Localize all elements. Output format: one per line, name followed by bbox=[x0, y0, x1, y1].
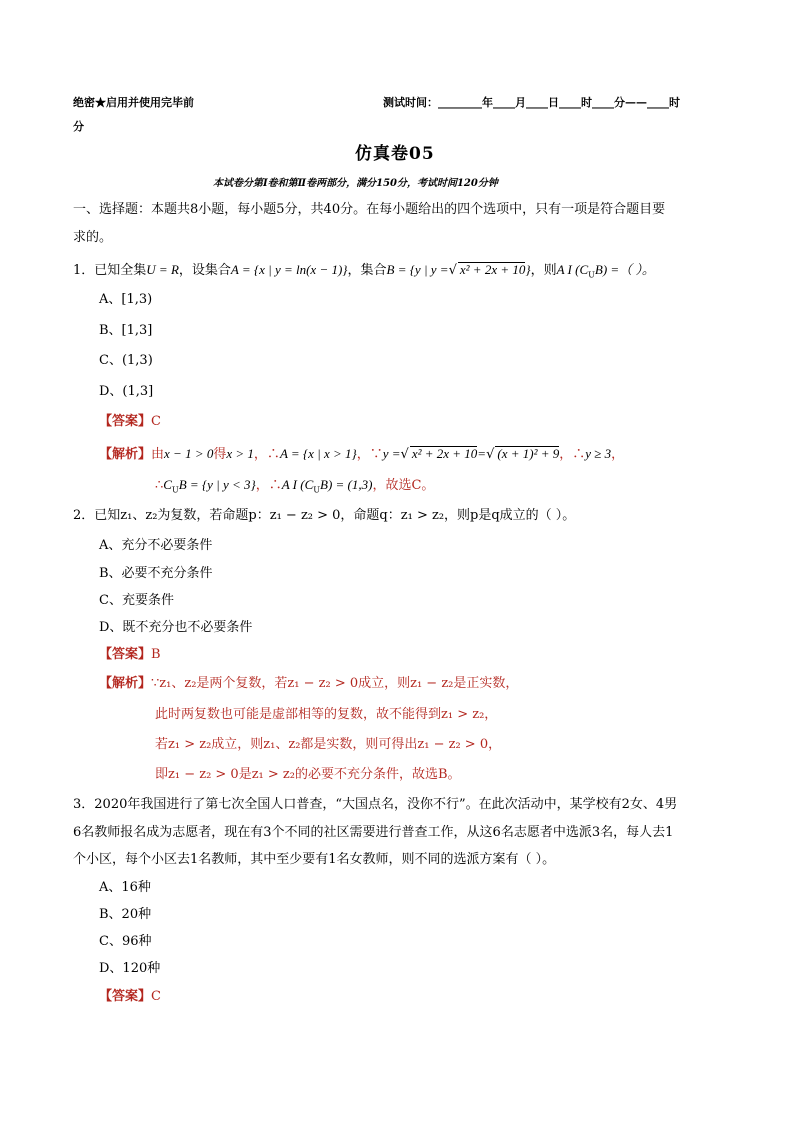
sqrt-icon: √ bbox=[486, 447, 495, 462]
analysis-line-3: 若z₁ > z₂成立，则z₁、z₂都是实数，则可得出z₁ − z₂ > 0， bbox=[155, 737, 502, 752]
answer-row bbox=[99, 990, 161, 1003]
question-3 bbox=[73, 798, 677, 811]
math-eq: U = R bbox=[146, 262, 179, 277]
math: y ≥ 3 bbox=[585, 446, 612, 461]
question-number: 3． bbox=[73, 797, 95, 812]
section-heading: 一、选择题：本题共8小题，每小题5分，共40分。在每小题给出的四个选项中，只有一项是符合题目要 bbox=[73, 202, 666, 217]
analysis-label: 【解析】 bbox=[99, 447, 152, 462]
math-expr: A I (C bbox=[556, 262, 589, 277]
answer-row bbox=[99, 415, 161, 428]
confidential-label-cont: 分 bbox=[73, 120, 84, 133]
analysis-text: 由 bbox=[151, 447, 165, 462]
analysis-line-2 bbox=[155, 477, 435, 495]
question-text: ，集合 bbox=[347, 263, 387, 278]
math-expr-end: B) =（ ）。 bbox=[594, 262, 655, 277]
option-c: C、(1,3) bbox=[99, 353, 153, 368]
analysis-line-1 bbox=[99, 677, 518, 690]
math: C bbox=[163, 477, 172, 492]
radicand bbox=[410, 446, 477, 461]
answer-value: C bbox=[151, 989, 161, 1004]
option-c: C、96种 bbox=[99, 934, 152, 949]
radicand-text: x² + 2x + 10 bbox=[411, 446, 478, 461]
question-3-line-2: 6名教师报名成为志愿者，现在有3个不同的社区需要进行普查工作，从这6名志愿者中选派3名，每人去1 bbox=[73, 825, 674, 840]
math: A = {x | x > 1} bbox=[279, 446, 357, 461]
exam-subtitle: 本试卷分第Ⅰ卷和第Ⅱ卷两部分，满分150分，考试时间120分钟 bbox=[213, 178, 498, 189]
analysis-text: ，故选C。 bbox=[372, 478, 435, 493]
question-1 bbox=[73, 262, 655, 280]
sqrt-icon: √ bbox=[448, 263, 457, 278]
analysis-line-4: 即z₁ − z₂ > 0是z₁ > z₂的必要不充分条件，故选B。 bbox=[155, 767, 461, 782]
analysis-line-1 bbox=[99, 446, 624, 461]
option-b: B、20种 bbox=[99, 907, 152, 922]
option-c: C、充要条件 bbox=[99, 593, 174, 608]
analysis-label: 【解析】 bbox=[99, 676, 152, 691]
math: x > 1 bbox=[226, 446, 254, 461]
analysis-text: ，∵ bbox=[356, 447, 383, 462]
analysis-text: ， bbox=[611, 447, 625, 462]
answer-label: 【答案】 bbox=[99, 989, 152, 1004]
radicand-text: (x + 1)² + 9 bbox=[497, 446, 560, 461]
math-sub: U bbox=[171, 485, 179, 495]
question-text: 已知全集 bbox=[94, 263, 147, 278]
question-text: 已知z₁、z₂为复数，若命题p：z₁ − z₂ > 0，命题q：z₁ > z₂，则p是q成立的（ ）。 bbox=[94, 508, 576, 523]
answer-row bbox=[99, 648, 161, 661]
question-3-line-3: 个小区，每个小区去1名教师，其中至少要有1名女教师，则不同的选派方案有（ ）。 bbox=[73, 852, 556, 867]
option-a: A、16种 bbox=[99, 880, 151, 895]
test-time-field: 测试时间：________年____月____日____时____分——____时 bbox=[383, 96, 680, 109]
math: y = bbox=[382, 446, 401, 461]
analysis-line-2: 此时两复数也可能是虚部相等的复数，故不能得到z₁ > z₂， bbox=[155, 707, 498, 722]
option-d: D、120种 bbox=[99, 961, 161, 976]
question-text: ，则 bbox=[530, 263, 557, 278]
math: x − 1 > 0 bbox=[164, 446, 214, 461]
option-d: D、既不充分也不必要条件 bbox=[99, 620, 253, 635]
math: A I (C bbox=[281, 477, 314, 492]
page-title: 仿真卷05 bbox=[355, 144, 435, 164]
answer-label: 【答案】 bbox=[99, 647, 152, 662]
sqrt-icon: √ bbox=[400, 447, 409, 462]
answer-value: B bbox=[151, 647, 161, 662]
question-number: 2． bbox=[73, 508, 95, 523]
math-sub: U bbox=[313, 485, 321, 495]
radicand bbox=[495, 446, 559, 461]
section-heading-cont: 求的。 bbox=[73, 230, 113, 245]
math-set-a: A = {x | y = ln(x − 1)} bbox=[230, 262, 348, 277]
option-d: D、(1,3] bbox=[99, 384, 154, 399]
analysis-text: ∴ bbox=[155, 478, 164, 493]
math-set-b: B = {y | y = bbox=[386, 262, 449, 277]
math: B = {y | y < 3} bbox=[178, 477, 256, 492]
question-number: 1． bbox=[73, 263, 95, 278]
option-a: A、充分不必要条件 bbox=[99, 538, 213, 553]
answer-value: C bbox=[151, 414, 161, 429]
question-text: ，设集合 bbox=[178, 263, 231, 278]
option-b: B、必要不充分条件 bbox=[99, 566, 213, 581]
math: B) = (1,3) bbox=[320, 477, 373, 492]
option-b: B、[1,3] bbox=[99, 323, 153, 338]
analysis-text: ，∴ bbox=[255, 478, 282, 493]
radicand bbox=[458, 262, 525, 277]
option-a: A、[1,3) bbox=[99, 292, 153, 307]
math-sub: U bbox=[588, 270, 595, 280]
radicand-text: x² + 2x + 10 bbox=[459, 262, 526, 277]
analysis-text: ∵z₁、z₂是两个复数，若z₁ − z₂ > 0成立，则z₁ − z₂是正实数， bbox=[151, 676, 519, 691]
question-text: 2020年我国进行了第七次全国人口普查，“大国点名，没你不行”。在此次活动中，某学校有2女、4男 bbox=[94, 797, 678, 812]
answer-label: 【答案】 bbox=[99, 414, 152, 429]
analysis-text: 得 bbox=[213, 447, 227, 462]
analysis-text: ，∴ bbox=[559, 447, 586, 462]
confidential-label: 绝密★启用并使用完毕前 bbox=[73, 96, 194, 109]
analysis-text: ，∴ bbox=[253, 447, 280, 462]
math: = bbox=[477, 446, 487, 461]
math-set-b-end: } bbox=[525, 262, 531, 277]
question-2 bbox=[73, 509, 575, 522]
